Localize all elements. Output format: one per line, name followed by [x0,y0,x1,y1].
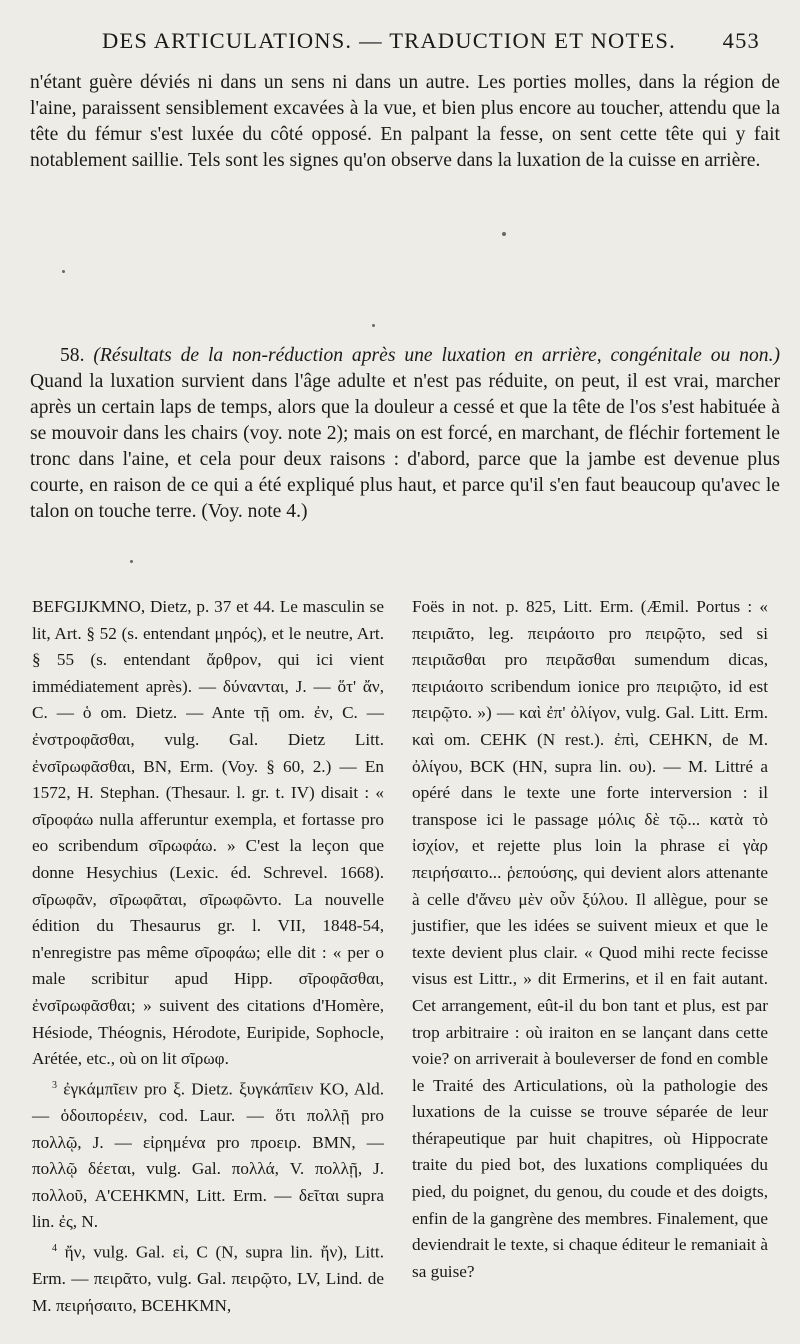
running-title: DES ARTICULATIONS. — TRADUCTION ET NOTES. [102,28,676,53]
notes-right-column: Foës in not. p. 825, Litt. Erm. (Æmil. Portus : « πειριᾶτο, leg. πειράοιτο pro πειρῷτο, sed si πειριᾶσθαι pro πειρᾶσθαι sumendum dicas, πειριάοιτο scribendum ionice pro πειριῷτο, id est πειρῷτο. ») — καὶ ἐπ' ὀλίγον, vulg. Gal. Litt. Erm. καὶ om. CEHK (N rest.). ἐπὶ, CEHKN, de M. ὀλίγου, BCK (HN, supra lin. ου). — M. Littré a opéré dans le texte une forte interversion : il transpose ici le passage μόλις δὲ τῷ... κατὰ τὸ ἰσχίον, et rejette plus loin la phrase εἰ γὰρ πειρήσαιτο... ῥεπούσης, qui devient alors attenante à celle d'ἄνευ μὲν οὖν ξύλου. Il allègue, pour se justifier, que les idées se suivent mieux et que le texte devient plus clair. « Quod mihi recte fecisse visus est Littr., » dit Ermerins, et il en fait autant. Cet arrangement, eût-il du bon tant et plus, est par trop arbitraire : où iraiton en se lançant dans cette voie? on arriverait à bouleverser de fond en comble le Traité des Articulations, où la pathologie des luxations de la cuisse se trouve séparée de leur thérapeutique par huit chapitres, où Hippocrate traite du pied bot, des luxations compliquées du pied, du poignet, du genou, du coude et des doigts, enfin de la gangrène des membres. Finalement, que deviendrait le texte, si chaque éditeur le remaniait à sa guise? [412,597,768,1281]
section-58 [30,343,780,525]
ink-speck [62,270,65,273]
footnote-text: ἐγκάμπῖειν pro ξ. Dietz. ξυγκάπῖειν KO, Ald. — ὁδοιπορέειν, cod. Laur. — ὅτι πολλῇ pro πολλῷ, J. — εἰρημένα pro προειρ. BMN, — πολλῷ δέεται, vulg. Gal. πολλά, V. πολλῇ, J. πολλοῦ, A'CEHKMN, Litt. Erm. — δεῖται supra lin. ἐς, N. [32,1079,385,1232]
ink-speck [130,560,133,563]
footnote-3 [32,1073,384,1236]
footnote-4 [32,1236,384,1320]
footnote-text: ἤν, vulg. Gal. εἰ, C (N, supra lin. ἤν), Litt. Erm. — πειρᾶτο, vulg. Gal. πειρῷτο, LV, Lind. de M. πειρήσαιτο, BCEHKMN, [32,1242,384,1315]
section-text: Quand la luxation survient dans l'âge adulte et n'est pas réduite, on peut, il est vrai, marcher après un certain laps de temps, alors que la douleur a cessé et que la tête de l'os s'est habituée à se mouvoir dans les chairs (voy. note 2); mais on est forcé, en marchant, de fléchir fortement le tronc dans l'aine, et cela pour deux raisons : d'abord, parce que la jambe est devenue plus courte, en raison de ce qui a été expliqué plus haut, et parce qu'il s'en faut beaucoup qu'avec le talon on touche terre. (Voy. note 4.) [30,371,780,522]
top-paragraph: n'étant guère déviés ni dans un sens ni dans un autre. Les porties molles, dans la région de l'aine, paraissent sensiblement excavées à la vue, et bien plus encore au toucher, attendu que la tête du fémur s'est luxée du côté opposé. En palpant la fesse, on sent cette tête qui y fait notablement saillie. Tels sont les signes qu'on observe dans la luxation de la cuisse en arrière. [30,72,780,171]
ink-speck [502,232,506,236]
footnote-marker: 3 [52,1079,57,1091]
ink-speck [372,324,375,327]
section-number: 58. [60,345,85,366]
section-heading: (Résultats de la non-réduction après une luxation en arrière, congénitale ou non.) [93,345,780,366]
note-paragraph: BEFGIJKMNO, Dietz, p. 37 et 44. Le masculin se lit, Art. § 52 (s. entendant μηρός), et le neutre, Art. § 55 (s. entendant ἄρθρον, qui ici vient immédiatement après). — δύνανται, J. — ὅτ' ἄν, C. — ὁ om. Dietz. — Ante τῇ om. ἐν, C. — ἐνστροφᾶσθαι, vulg. Gal. Dietz Litt. ἐνσῖρωφᾶσθαι, BN, Erm. (Voy. § 60, 2.) — En 1572, H. Stephan. (Thesaur. l. gr. t. IV) disait : « σῖροφάω nulla afferuntur exempla, et fortasse pro eo scribendum σῖρωφάω. » C'est la leçon que donne Hesychius (Lexic. éd. Schrevel. 1668). σῖρωφᾶν, σῖρωφᾶται, σῖρωφῶντο. La nouvelle édition du Thesaurus gr. l. VII, 1848-54, n'enregistre pas même σῖροφάω; elle dit : « per ο male scribitur apud Hipp. σῖροφᾶσθαι, ἐνσῖρωφᾶσθαι; » suivent des citations d'Homère, Hésiode, Théognis, Hérodote, Euripide, Sophocle, Arétée, etc., où on lit σῖρωφ. [32,597,384,1069]
notes-left-column [32,594,384,1320]
running-header [60,28,760,62]
footnote-marker: 4 [52,1242,57,1254]
page-number: 453 [722,28,760,53]
